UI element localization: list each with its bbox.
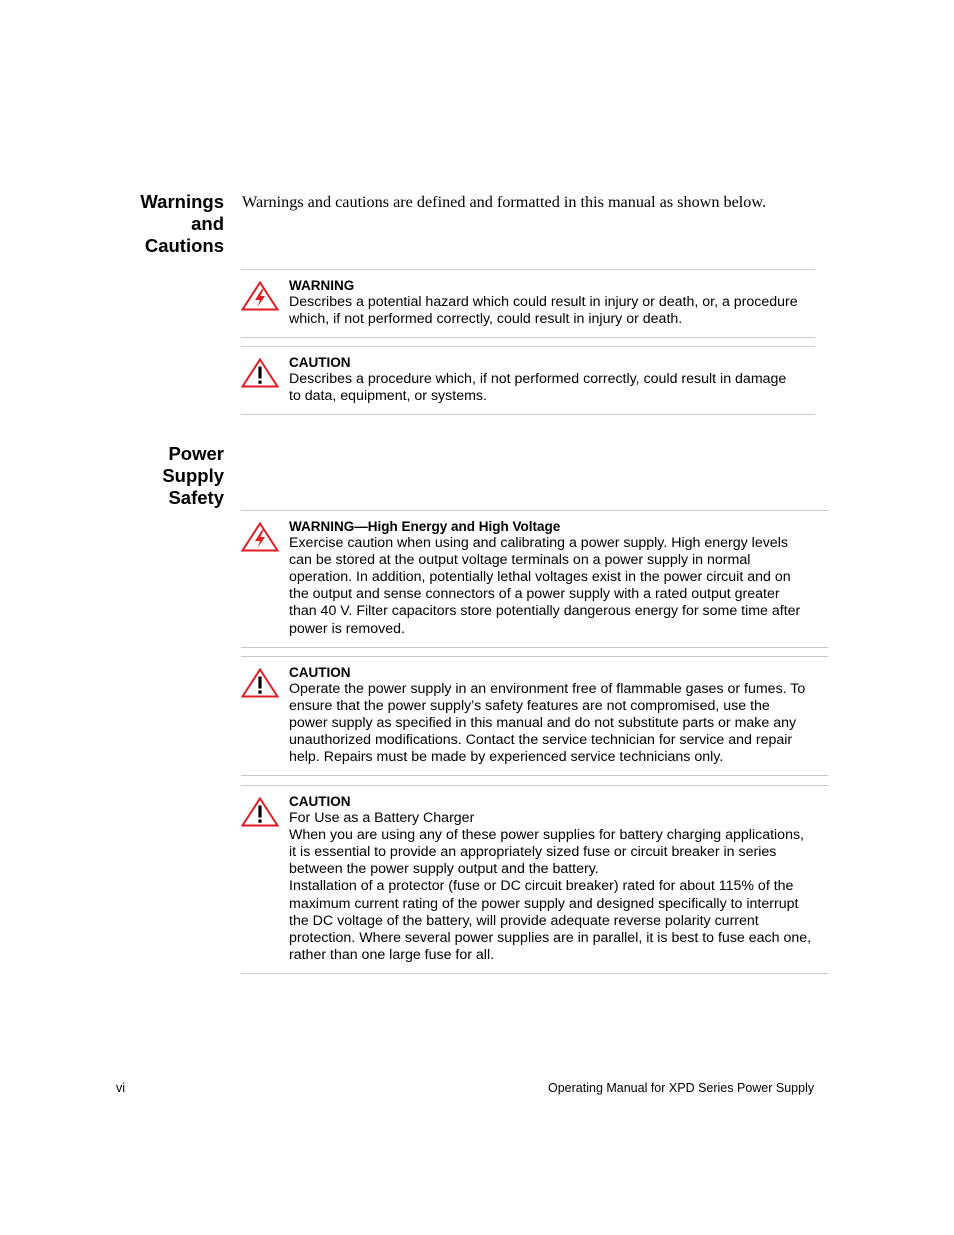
- notice-line: unauthorized modifications. Contact the service technician for service and repair: [289, 732, 793, 749]
- notice-line: protection. Where several power supplies are in parallel, it is best to fuse each one,: [289, 929, 812, 946]
- heading-line: Cautions: [144, 235, 224, 256]
- caution-notice: [241, 656, 828, 776]
- notice-line: power is removed.: [289, 620, 405, 637]
- notice-title: WARNING—High Energy and High Voltage: [289, 519, 561, 534]
- notice-line: rather than one large fuse for all.: [289, 946, 495, 963]
- heading-line: Warnings: [140, 191, 224, 212]
- notice-title: CAUTION: [289, 665, 351, 680]
- notice-line: When you are using any of these power supplies for battery charging applications,: [289, 827, 804, 844]
- heading-line: Safety: [168, 487, 224, 508]
- notice-line: help. Repairs must be made by experienced service technicians only.: [289, 749, 724, 766]
- notice-line: Describes a potential hazard which could result in injury or death, or, a procedure: [289, 294, 798, 311]
- notice-line: the output and sense connectors of a power supply with a rated output greater: [289, 586, 780, 603]
- high-voltage-warning-notice: [241, 510, 828, 648]
- heading-line: Power: [168, 443, 224, 464]
- heading-line: Supply: [162, 465, 224, 486]
- notice-line: than 40 V. Filter capacitors store potentially dangerous energy for some time after: [289, 603, 801, 620]
- notice-line: Operate the power supply in an environment free of flammable gases or fumes. To: [289, 681, 806, 698]
- notice-title: WARNING: [289, 278, 355, 293]
- warning-notice: [241, 269, 815, 338]
- notice-line: ensure that the power supply’s safety features are not compromised, use the: [289, 698, 770, 715]
- shock-hazard-icon: [241, 281, 279, 311]
- notice-title: CAUTION: [289, 794, 351, 809]
- page-number: vi: [116, 1081, 126, 1095]
- section-heading-power-supply-safety: [100, 443, 224, 509]
- notice-title: CAUTION: [289, 355, 351, 370]
- notice-line: the DC voltage of the battery, will provide adequate reverse polarity current: [289, 912, 759, 929]
- intro-paragraph: Warnings and cautions are defined and formatted in this manual as shown below.: [242, 193, 767, 211]
- notice-line: maximum current rating of the power supply and designed specifically to interrupt: [289, 895, 799, 912]
- notice-line: which, if not performed correctly, could result in injury or death.: [289, 311, 683, 328]
- notice-line: it is essential to provide an appropriately sized fuse or circuit breaker in series: [289, 844, 777, 861]
- caution-notice: [241, 346, 815, 415]
- notice-line: can be stored at the output voltage terminals on a power supply in normal: [289, 552, 751, 569]
- footer-title: Operating Manual for XPD Series Power Supply: [548, 1081, 815, 1095]
- notice-line: Installation of a protector (fuse or DC circuit breaker) rated for about 115% of the: [289, 878, 794, 895]
- caution-notice: [241, 785, 828, 974]
- notice-line: For Use as a Battery Charger: [289, 810, 475, 827]
- caution-exclamation-icon: [241, 797, 279, 827]
- notice-line: operation. In addition, potentially lethal voltages exist in the power circuit and on: [289, 569, 791, 586]
- section-heading-warnings-and-cautions: [100, 191, 224, 257]
- shock-hazard-icon: [241, 522, 279, 552]
- caution-exclamation-icon: [241, 668, 279, 698]
- notice-line: power supply as specified in this manual and do not substitute parts or make any: [289, 715, 797, 732]
- notice-line: Exercise caution when using and calibrating a power supply. High energy levels: [289, 535, 788, 552]
- notice-line: to data, equipment, or systems.: [289, 388, 487, 405]
- notice-line: between the power supply output and the battery.: [289, 861, 599, 878]
- notice-line: Describes a procedure which, if not performed correctly, could result in damage: [289, 371, 787, 388]
- caution-exclamation-icon: [241, 358, 279, 388]
- heading-line: and: [191, 213, 224, 234]
